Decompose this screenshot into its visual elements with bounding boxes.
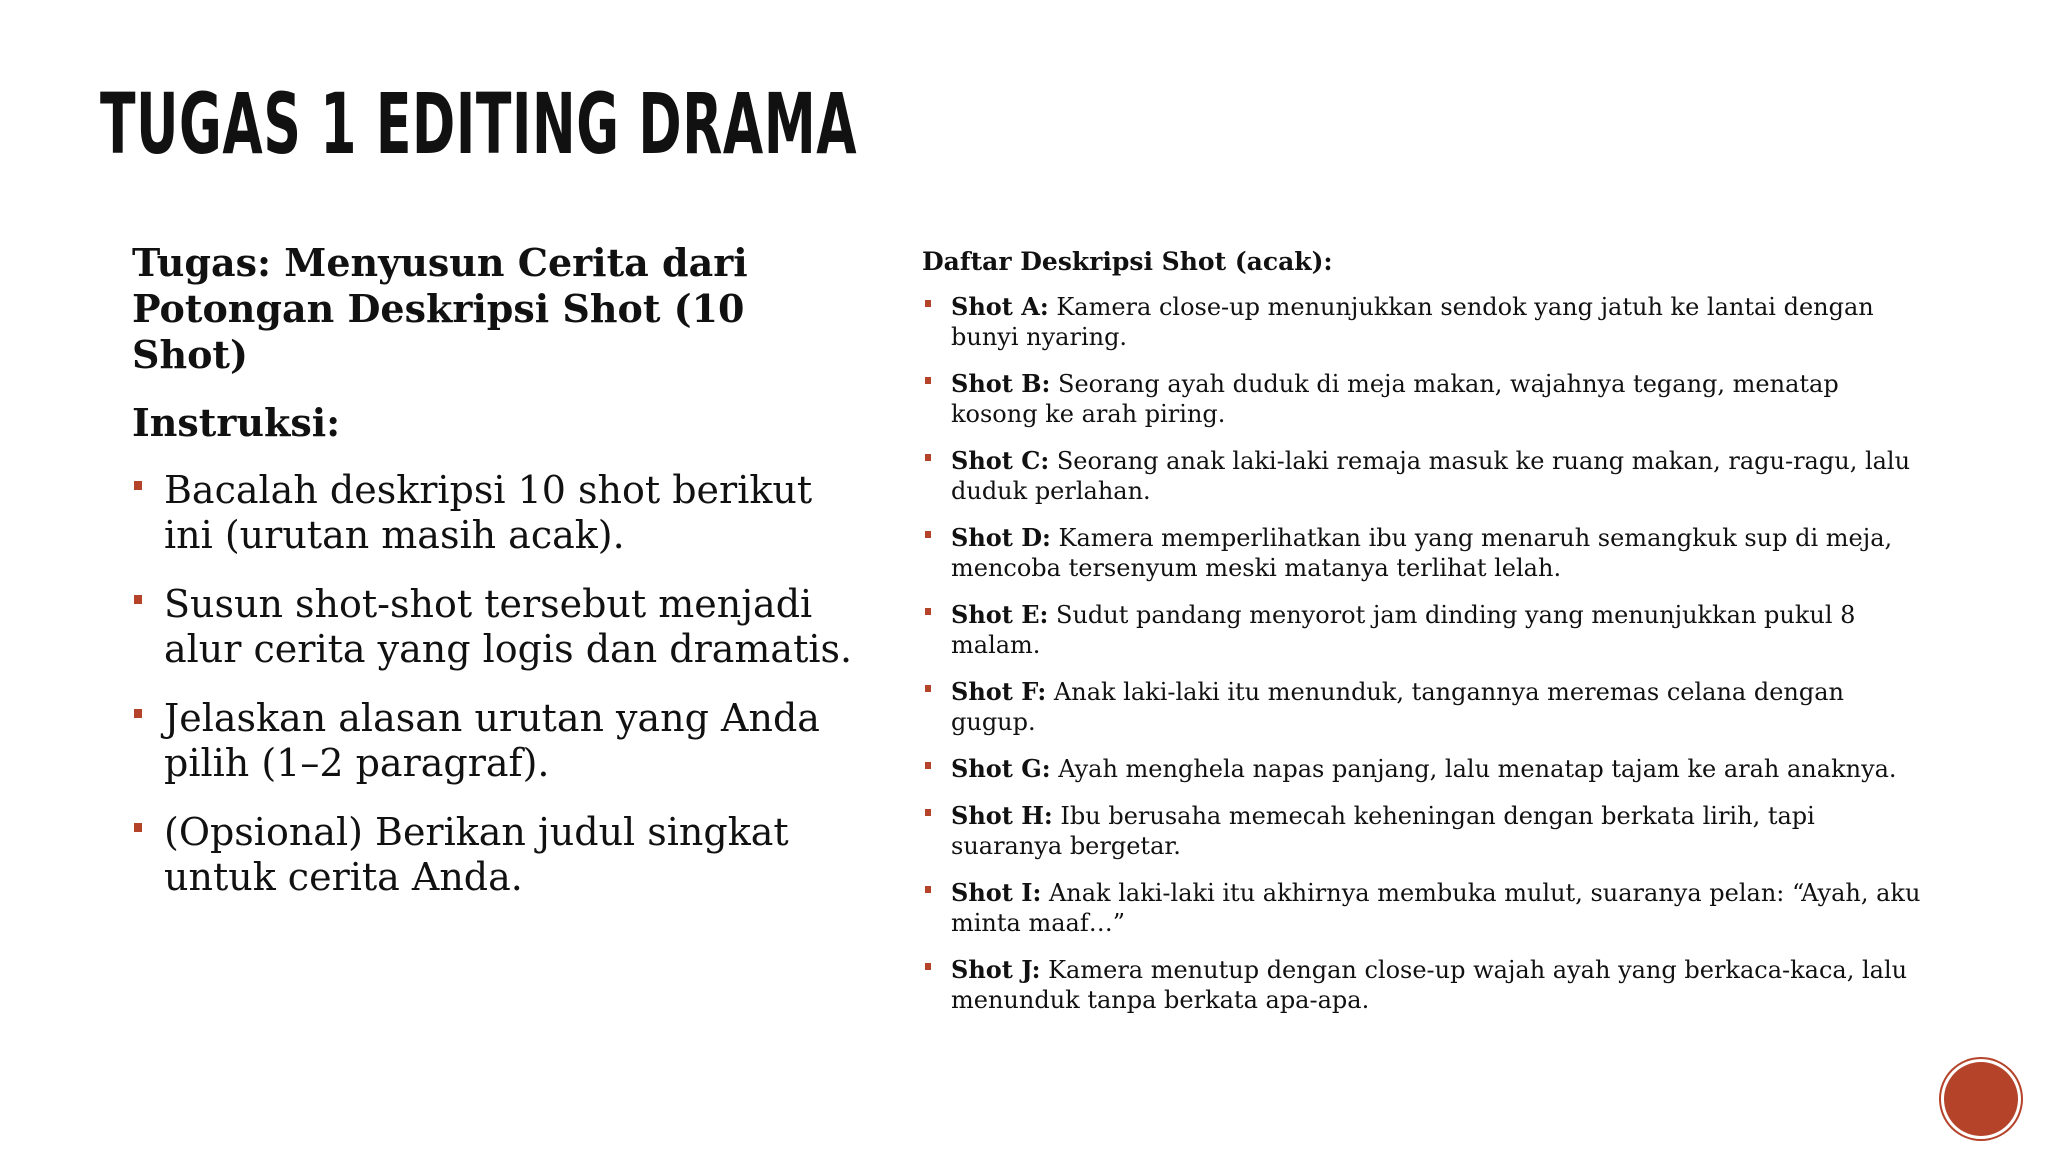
slide-title: TUGAS 1 EDITING DRAMA — [100, 75, 858, 173]
shot-label: Shot C: — [951, 446, 1050, 475]
instructions-list — [132, 468, 872, 900]
square-bullet-icon — [925, 300, 931, 307]
list-item — [922, 292, 1932, 352]
task-heading: Tugas: Menyusun Cerita dari Potongan Deskripsi Shot (10 Shot) — [132, 240, 748, 377]
list-item — [922, 523, 1932, 583]
square-bullet-icon — [925, 685, 931, 692]
shot-list — [922, 292, 1932, 1015]
list-item — [922, 600, 1932, 660]
list-item — [132, 468, 872, 558]
shot-label: Shot B: — [951, 369, 1051, 398]
shot-text: Sudut pandang menyorot jam dinding yang menunjukkan pukul 8 malam. — [951, 601, 1856, 659]
square-bullet-icon — [925, 608, 931, 615]
instruction-text: Jelaskan alasan urutan yang Anda pilih (1–2 paragraf). — [164, 696, 820, 785]
shot-descriptions-panel — [922, 246, 1932, 1032]
shot-label: Shot A: — [951, 292, 1049, 321]
square-bullet-icon — [925, 531, 931, 538]
shot-text: Anak laki-laki itu akhirnya membuka mulut, suaranya pelan: “Ayah, aku minta maaf…” — [951, 879, 1921, 937]
square-bullet-icon — [925, 454, 931, 461]
square-bullet-icon — [134, 709, 142, 718]
list-item — [922, 878, 1932, 938]
list-item — [922, 677, 1932, 737]
instruction-text: Susun shot-shot tersebut menjadi alur cerita yang logis dan dramatis. — [164, 582, 853, 671]
square-bullet-icon — [925, 963, 931, 970]
square-bullet-icon — [134, 823, 142, 832]
shot-label: Shot I: — [951, 878, 1042, 907]
square-bullet-icon — [925, 377, 931, 384]
list-item — [922, 801, 1932, 861]
shot-label: Shot G: — [951, 754, 1051, 783]
shot-label: Shot F: — [951, 677, 1047, 706]
shot-text: Seorang anak laki-laki remaja masuk ke ruang makan, ragu-ragu, lalu duduk perlahan. — [951, 447, 1911, 505]
shot-label: Shot H: — [951, 801, 1053, 830]
square-bullet-icon — [134, 595, 142, 604]
shot-text: Ibu berusaha memecah keheningan dengan berkata lirih, tapi suaranya bergetar. — [951, 802, 1815, 860]
list-item — [922, 955, 1932, 1015]
list-item — [132, 810, 872, 900]
shot-text: Ayah menghela napas panjang, lalu menatap tajam ke arah anaknya. — [1050, 755, 1897, 783]
instructions-panel — [132, 240, 872, 924]
shot-text: Seorang ayah duduk di meja makan, wajahnya tegang, menatap kosong ke arah piring. — [951, 370, 1839, 428]
list-item — [132, 582, 872, 672]
square-bullet-icon — [925, 886, 931, 893]
instruction-text: Bacalah deskripsi 10 shot berikut ini (urutan masih acak). — [164, 468, 813, 557]
square-bullet-icon — [925, 809, 931, 816]
shot-text: Anak laki-laki itu menunduk, tangannya meremas celana dengan gugup. — [951, 678, 1844, 736]
instruction-text: (Opsional) Berikan judul singkat untuk cerita Anda. — [164, 810, 789, 899]
square-bullet-icon — [925, 762, 931, 769]
list-item — [132, 696, 872, 786]
shot-label: Shot D: — [951, 523, 1051, 552]
shot-label: Shot E: — [951, 600, 1049, 629]
shot-label: Shot J: — [951, 955, 1041, 984]
shot-text: Kamera memperlihatkan ibu yang menaruh semangkuk sup di meja, mencoba tersenyum meski matanya terlihat lelah. — [951, 524, 1893, 582]
list-item — [922, 446, 1932, 506]
circle-logo-icon — [1944, 1062, 2018, 1136]
square-bullet-icon — [134, 481, 142, 490]
list-item — [922, 369, 1932, 429]
instructions-heading: Instruksi: — [132, 400, 341, 445]
shot-list-heading: Daftar Deskripsi Shot (acak): — [922, 247, 1333, 276]
shot-text: Kamera close-up menunjukkan sendok yang jatuh ke lantai dengan bunyi nyaring. — [951, 293, 1874, 351]
list-item — [922, 754, 1932, 784]
shot-text: Kamera menutup dengan close-up wajah ayah yang berkaca-kaca, lalu menunduk tanpa berkata apa-apa. — [951, 956, 1908, 1014]
